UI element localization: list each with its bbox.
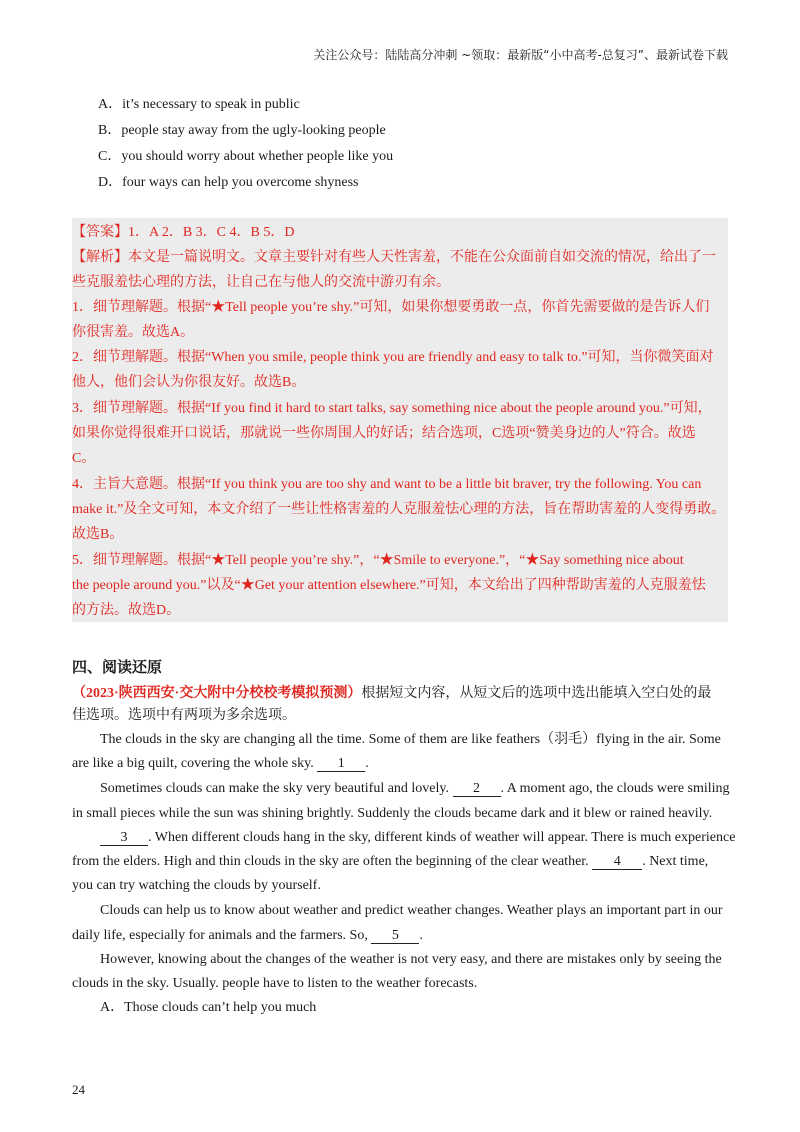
section-title: 四、阅读还原 — [72, 658, 163, 676]
passage-text: . A moment ago, the clouds were smiling — [500, 781, 730, 796]
instruction-text: 根据短文内容，从短文后的选项中选出能填入空白处的最 — [361, 686, 712, 701]
passage-line: The clouds in the sky are changing all the time. Some of them are like feathers（羽毛）flying in the air. Some — [100, 732, 721, 747]
passage-text: . — [419, 928, 423, 943]
option-a: A．it’s necessary to speak in public — [98, 97, 300, 112]
explanation-line: 1．细节理解题。根据“★Tell people you’re shy.”可知，如果你想要勇敢一点，你首先需要做的是告诉人们 — [72, 300, 710, 315]
passage-line — [100, 780, 730, 798]
option-c: C．you should worry about whether people like you — [98, 149, 394, 164]
passage-text: . Next time, — [642, 854, 709, 869]
explanation-line: 些克服羞怯心理的方法，让自己在与他人的交流中游刃有余。 — [72, 275, 450, 290]
explanation-line: 【解析】本文是一篇说明文。文章主要针对有些人天性害羞，不能在公众面前自如交流的情况，给出了一 — [72, 250, 716, 265]
explanation-line: make it.”及全文可知，本文介绍了一些让性格害羞的人克服羞怯心理的方法，旨在帮助害羞的人变得勇敢。 — [72, 502, 726, 517]
blank-1[interactable]: 1 — [317, 756, 365, 772]
answer-explanation-box — [72, 218, 728, 622]
explanation-line: 他人，他们会认为你很友好。故选B。 — [72, 375, 306, 390]
explanation-line: 2．细节理解题。根据“When you smile, people think you are friendly and easy to talk to.”可知，当你微笑面对 — [72, 350, 714, 365]
explanation-line: 的方法。故选D。 — [72, 603, 181, 618]
answer-line: 【答案】1．A 2．B 3．C 4．B 5．D — [72, 225, 295, 240]
explanation-line: the people around you.”以及“★Get your attention elsewhere.”可知，本文给出了四种帮助害羞的人克服羞怯 — [72, 578, 706, 593]
passage-line — [72, 927, 423, 945]
blank-5[interactable]: 5 — [371, 928, 419, 944]
passage-text: from the elders. High and thin clouds in the sky are often the beginning of the clear weather. — [72, 854, 589, 869]
passage-text: Sometimes clouds can make the sky very beautiful and lovely. — [100, 781, 450, 796]
passage-line — [100, 829, 735, 847]
explanation-line: 你很害羞。故选A。 — [72, 325, 195, 340]
explanation-line: 故选B。 — [72, 527, 124, 542]
instruction-line — [72, 682, 711, 702]
page-number: 24 — [72, 1082, 85, 1097]
option-a-reading: A．Those clouds can’t help you much — [100, 1000, 317, 1015]
page-header: 关注公众号：陆陆高分冲刺 ~领取：最新版“小中高考-总复习”、最新试卷下载 — [313, 48, 728, 62]
passage-line: in small pieces while the sun was shining brightly. Suddenly the clouds became dark and it blew or rained heavily. — [72, 806, 713, 821]
passage-line — [72, 853, 708, 871]
passage-line: Clouds can help us to know about weather and predict weather changes. Weather plays an important part in our — [100, 903, 723, 918]
explanation-line: 5．细节理解题。根据“★Tell people you’re shy.”，“★Smile to everyone.”，“★Say something nice about — [72, 553, 684, 568]
passage-line: are like a big quilt, covering the whole sky. 1 . — [72, 756, 369, 771]
passage-text: are like a big quilt, covering the whole sky. — [72, 756, 314, 771]
explanation-line: 如果你觉得很难开口说话，那就说一些你周围人的好话；结合选项，C选项“赞美身边的人”符合。故选 — [72, 426, 696, 441]
explanation-line: 3．细节理解题。根据“If you find it hard to start talks, say something nice about the people around you.”可知， — [72, 401, 712, 416]
passage-text: . When different clouds hang in the sky, different kinds of weather will appear. There is much experience — [148, 830, 736, 845]
passage-text: daily life, especially for animals and the farmers. So, — [72, 928, 368, 943]
blank-4[interactable]: 4 — [592, 854, 642, 870]
question-options — [98, 94, 393, 198]
option-d: D．four ways can help you overcome shyness — [98, 175, 359, 190]
explanation-line: C。 — [72, 451, 96, 466]
instruction-line-2: 佳选项。选项中有两项为多余选项。 — [72, 708, 296, 723]
blank-2[interactable]: 2 — [453, 781, 501, 797]
option-b: B．people stay away from the ugly-looking people — [98, 123, 386, 138]
blank-3[interactable]: 3 — [100, 830, 148, 846]
passage-line: clouds in the sky. Usually. people have to listen to the weather forecasts. — [72, 976, 478, 991]
question-source: （2023·陕西西安·交大附中分校校考模拟预测） — [72, 686, 362, 701]
explanation-line: 4．主旨大意题。根据“If you think you are too shy and want to be a little bit braver, try the following. You can — [72, 477, 702, 492]
passage-line: However, knowing about the changes of the weather is not very easy, and there are mistakes only by seeing the — [100, 952, 722, 967]
passage-line: you can try watching the clouds by yourself. — [72, 878, 321, 893]
